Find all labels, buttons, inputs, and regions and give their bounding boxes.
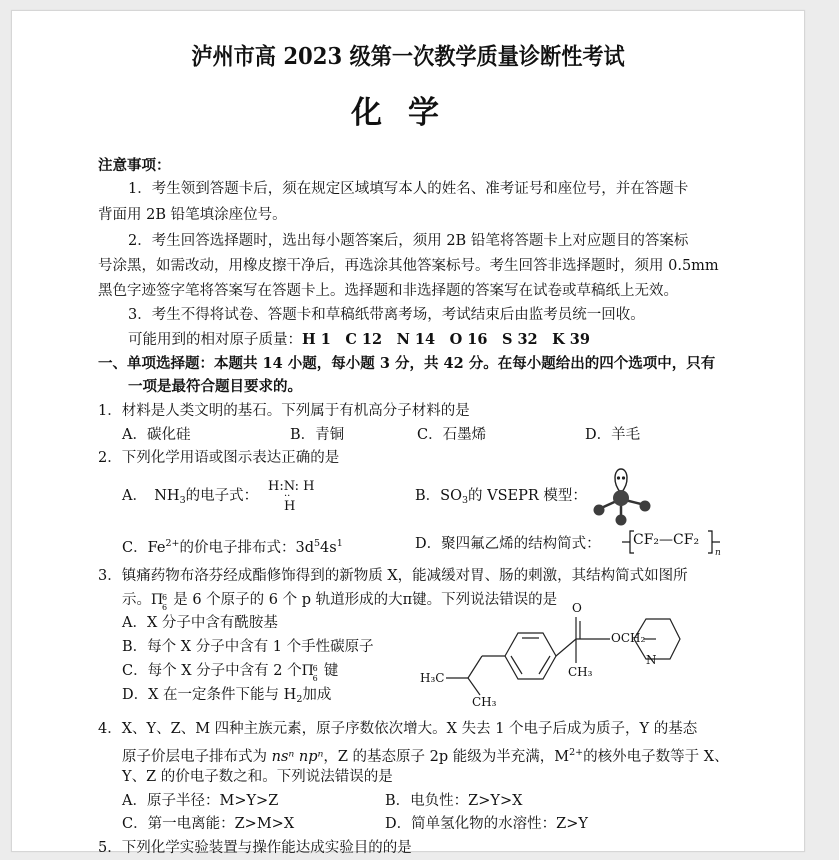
notice-item-1-line-2: 背面用 2B 铅笔填涂座位号。 bbox=[98, 207, 287, 223]
question-3-option-d: D．X 在一定条件下能与 $H_2$加成 bbox=[122, 687, 332, 705]
question-2-option-c: C．$Fe^{2+}$的价电子排布式：$3d^54s^1$ bbox=[122, 538, 343, 556]
pi-bond-symbol: Π 6 6 bbox=[151, 592, 168, 612]
atomic-mass-row bbox=[128, 328, 590, 352]
question-4-stem-line-3: Y、Z 的价电子数之和。下列说法错误的是 bbox=[122, 769, 393, 785]
question-3-option-c: C．每个 X 分子中含有 2 个Π 6 6 键 bbox=[122, 659, 338, 683]
question-1-option-c: C．石墨烯 bbox=[417, 427, 487, 443]
question-3-stem-line-2: 示。Π 6 6 是 6 个原子的 6 个 p 轨道形成的大π键。下列说法错误的是 bbox=[122, 588, 557, 612]
question-4-option-d: D．简单氢化物的水溶性：Z>Y bbox=[385, 816, 588, 832]
question-1-option-a: A．碳化硅 bbox=[122, 427, 191, 443]
question-3-option-b: B．每个 X 分子中含有 1 个手性碳原子 bbox=[122, 639, 374, 655]
subject-title: 化学 bbox=[351, 95, 465, 131]
notice-heading: 注意事项： bbox=[98, 157, 171, 174]
molecule-x-structure: O OCH₂ N H₃C CH₃ CH₃ bbox=[412, 609, 682, 709]
question-2-stem: 2．下列化学用语或图示表达正确的是 bbox=[98, 450, 340, 466]
question-2-option-d: D．聚四氟乙烯的结构简式： bbox=[415, 536, 601, 552]
question-3-option-a: A．X 分子中含有酰胺基 bbox=[122, 615, 278, 631]
question-1-stem: 1．材料是人类文明的基石。下列属于有机高分子材料的是 bbox=[98, 403, 470, 419]
question-4-stem-line-1: 4．X、Y、Z、M 四种主族元素，原子序数依次增大。X 失去 1 个电子后成为质子，Y 的基态 bbox=[98, 721, 698, 737]
so3-vsepr-model-icon bbox=[590, 467, 656, 533]
question-4-option-c: C．第一电离能：Z>M>X bbox=[122, 816, 295, 832]
question-4-option-a: A．原子半径：M>Y>Z bbox=[122, 793, 279, 809]
atomic-mass-label: 可能用到的相对原子质量： bbox=[128, 332, 302, 348]
nh3-electron-formula: H:N: H ·· H bbox=[268, 479, 315, 514]
question-1-option-b: B．青铜 bbox=[290, 427, 345, 443]
question-4-option-b: B．电负性：Z>Y>X bbox=[385, 793, 523, 809]
question-5-stem: 5．下列化学实验装置与操作能达成实验目的的是 bbox=[98, 840, 412, 856]
document-page: 泸州市高 2023 级第一次教学质量诊断性考试 化学 注意事项： 1．考生领到答题卡后，须在规定区域填写本人的姓名、准考证号和座位号，并在答题卡 背面用 2B 铅笔填涂座位号。 2．考生回答选择题时，选出每小题答案后，须用 2B 铅笔将答题卡上对应题目的答案标 号涂黑，如需改动，用橡皮擦干净后，再选涂其他答案标号。考生回答非选择题时，须用 0.5mm 黑色字迹签字笔将答案写在答题卡上。选择题和非选择题的答案写在试卷或草稿纸上无效。 3．考生不得将试卷、答题卡和草稿纸带离考场，考试结束后由监考员统一回收。 可能用到的相对原子质量：H 1 C 12 N 14 O 16 S 32 K 39 一、单项选择题：本题共 14 小题，每小题 3 分，共 42 分。在每小题给出的四个选项中，只有 一项是最符合题目要求的。 1．材料是人类文明的基石。下列属于有机高分子材料的是 A．碳化硅 B．青铜 C．石墨烯 D．羊毛 2．下列化学用语或图示表达正确的是 A． $NH_3$的电子式： H:N: H ·· H B．$SO_3$的 VSEPR 模型： C．$Fe^{2+}$的价电子排布式：$3d^54s^1$ D．聚四氟乙烯的结构简式： CF₂—CF₂ n 3．镇痛药物布洛芬经成酯修饰得到的新物质 X，能减缓对胃、肠的刺激，其结构简式如图所 示。Π 6 6 是 6 个原子的 6 个 p 轨道形成的大π键。下列说法错误的是 A．X 分子中含有酰胺基 B．每个 X 分子中含有 1 个手性碳原子 C．每个 X 分子中含有 2 个Π 6 6 键 D．X 在一定条件下能与 $H_2$加成 O OCH₂ N H₃C CH₃ CH₃ 4．X、Y、Z、M 四种主族元素，原子序数依次增大。X 失去 1 个电子后成为质子，Y 的基态 原子价层电子排布式为 nsⁿ npⁿ，Z 的基态原子 2p 能级为半充满，$M^{2+}$的核外电子数等于 X、 Y、Z 的价电子数之和。下列说法错误的是 A．原子半径：M>Y>Z B．电负性：Z>Y>X C．第一电离能：Z>M>X D．简单氢化物的水溶性：Z>Y 5．下列化学实验装置与操作能达成实验目的的是 bbox=[11, 10, 805, 852]
section-1-heading-line-1: 一、单项选择题：本题共 14 小题，每小题 3 分，共 42 分。在每小题给出的四个选项中，只有 bbox=[98, 355, 716, 372]
question-2-option-a: A． $NH_3$的电子式： bbox=[122, 488, 259, 506]
notice-item-2-line-3: 黑色字迹签字笔将答案写在答题卡上。选择题和非选择题的答案写在试卷或草稿纸上无效。 bbox=[98, 283, 678, 299]
question-3-stem-line-1: 3．镇痛药物布洛芬经成酯修饰得到的新物质 X，能减缓对胃、肠的刺激，其结构简式如图所 bbox=[98, 568, 688, 584]
section-1-heading-line-2: 一项是最符合题目要求的。 bbox=[128, 378, 302, 395]
question-4-stem-line-2: 原子价层电子排布式为 nsⁿ npⁿ，Z 的基态原子 2p 能级为半充满，$M^{2+}$的核外电子数等于 X、 bbox=[122, 747, 729, 765]
question-1-option-d: D．羊毛 bbox=[585, 427, 641, 443]
exam-title: 泸州市高 2023 级第一次教学质量诊断性考试 bbox=[191, 43, 625, 70]
notice-item-2-line-1: 2．考生回答选择题时，选出每小题答案后，须用 2B 铅笔将答题卡上对应题目的答案标 bbox=[128, 233, 689, 249]
notice-item-2-line-2: 号涂黑，如需改动，用橡皮擦干净后，再选涂其他答案标号。考生回答非选择题时，须用 0.5mm bbox=[98, 258, 719, 274]
notice-item-3: 3．考生不得将试卷、答题卡和草稿纸带离考场，考试结束后由监考员统一回收。 bbox=[128, 307, 645, 323]
question-2-option-b: B．$SO_3$的 VSEPR 模型： bbox=[415, 488, 587, 506]
notice-item-1-line-1: 1．考生领到答题卡后，须在规定区域填写本人的姓名、准考证号和座位号，并在答题卡 bbox=[128, 181, 689, 197]
atomic-mass-values: H 1 C 12 N 14 O 16 S 32 K 39 bbox=[302, 331, 590, 348]
pi-bond-symbol: Π 6 6 bbox=[301, 663, 318, 683]
